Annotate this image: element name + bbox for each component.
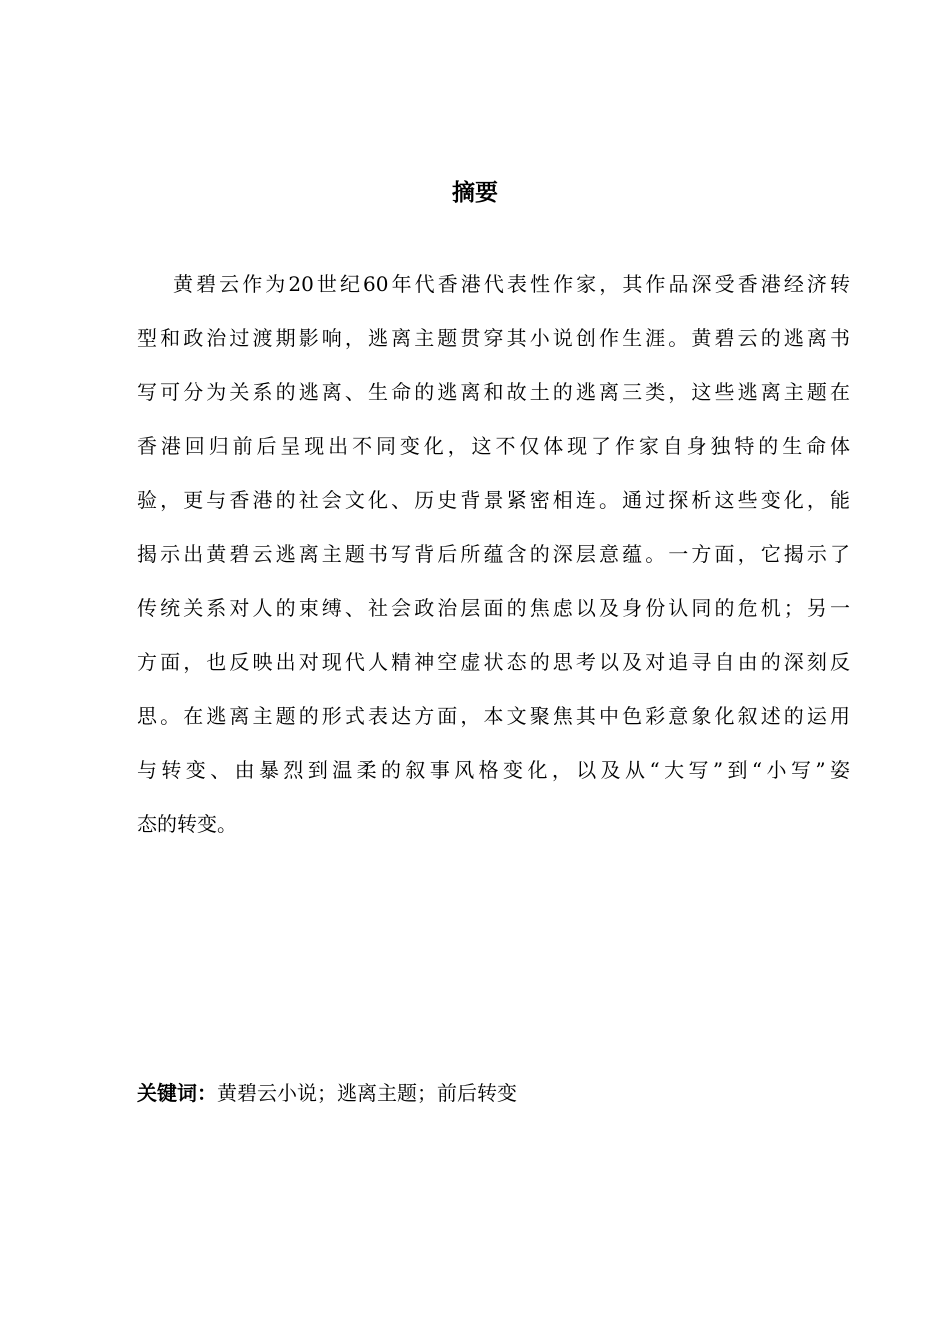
keywords-label: 关键词： <box>137 1081 217 1105</box>
abstract-line: 型和政治过渡期影响，逃离主题贯穿其小说创作生涯。黄碧云的逃离书 <box>137 326 850 350</box>
abstract-line: 方面，也反映出对现代人精神空虚状态的思考以及对追寻自由的深刻反 <box>137 650 850 674</box>
abstract-line: 写可分为关系的逃离、生命的逃离和故土的逃离三类，这些逃离主题在 <box>137 380 850 404</box>
abstract-body <box>137 264 850 858</box>
abstract-line: 与转变、由暴烈到温柔的叙事风格变化，以及从“大写”到“小写”姿 <box>137 758 850 782</box>
abstract-line: 验，更与香港的社会文化、历史背景紧密相连。通过探析这些变化，能 <box>137 488 850 512</box>
abstract-line: 传统关系对人的束缚、社会政治层面的焦虑以及身份认同的危机；另一 <box>137 596 850 620</box>
abstract-title: 摘要 <box>452 180 498 206</box>
abstract-line: 思。在逃离主题的形式表达方面，本文聚焦其中色彩意象化叙述的运用 <box>137 704 850 728</box>
keywords-value: 黄碧云小说；逃离主题；前后转变 <box>217 1081 517 1105</box>
abstract-line: 揭示出黄碧云逃离主题书写背后所蕴含的深层意蕴。一方面，它揭示了 <box>137 542 850 566</box>
abstract-line: 态的转变。 <box>137 812 237 836</box>
abstract-line: 黄碧云作为20世纪60年代香港代表性作家，其作品深受香港经济转 <box>173 272 850 296</box>
keywords-row <box>137 1076 517 1110</box>
abstract-line: 香港回归前后呈现出不同变化，这不仅体现了作家自身独特的生命体 <box>137 434 850 458</box>
